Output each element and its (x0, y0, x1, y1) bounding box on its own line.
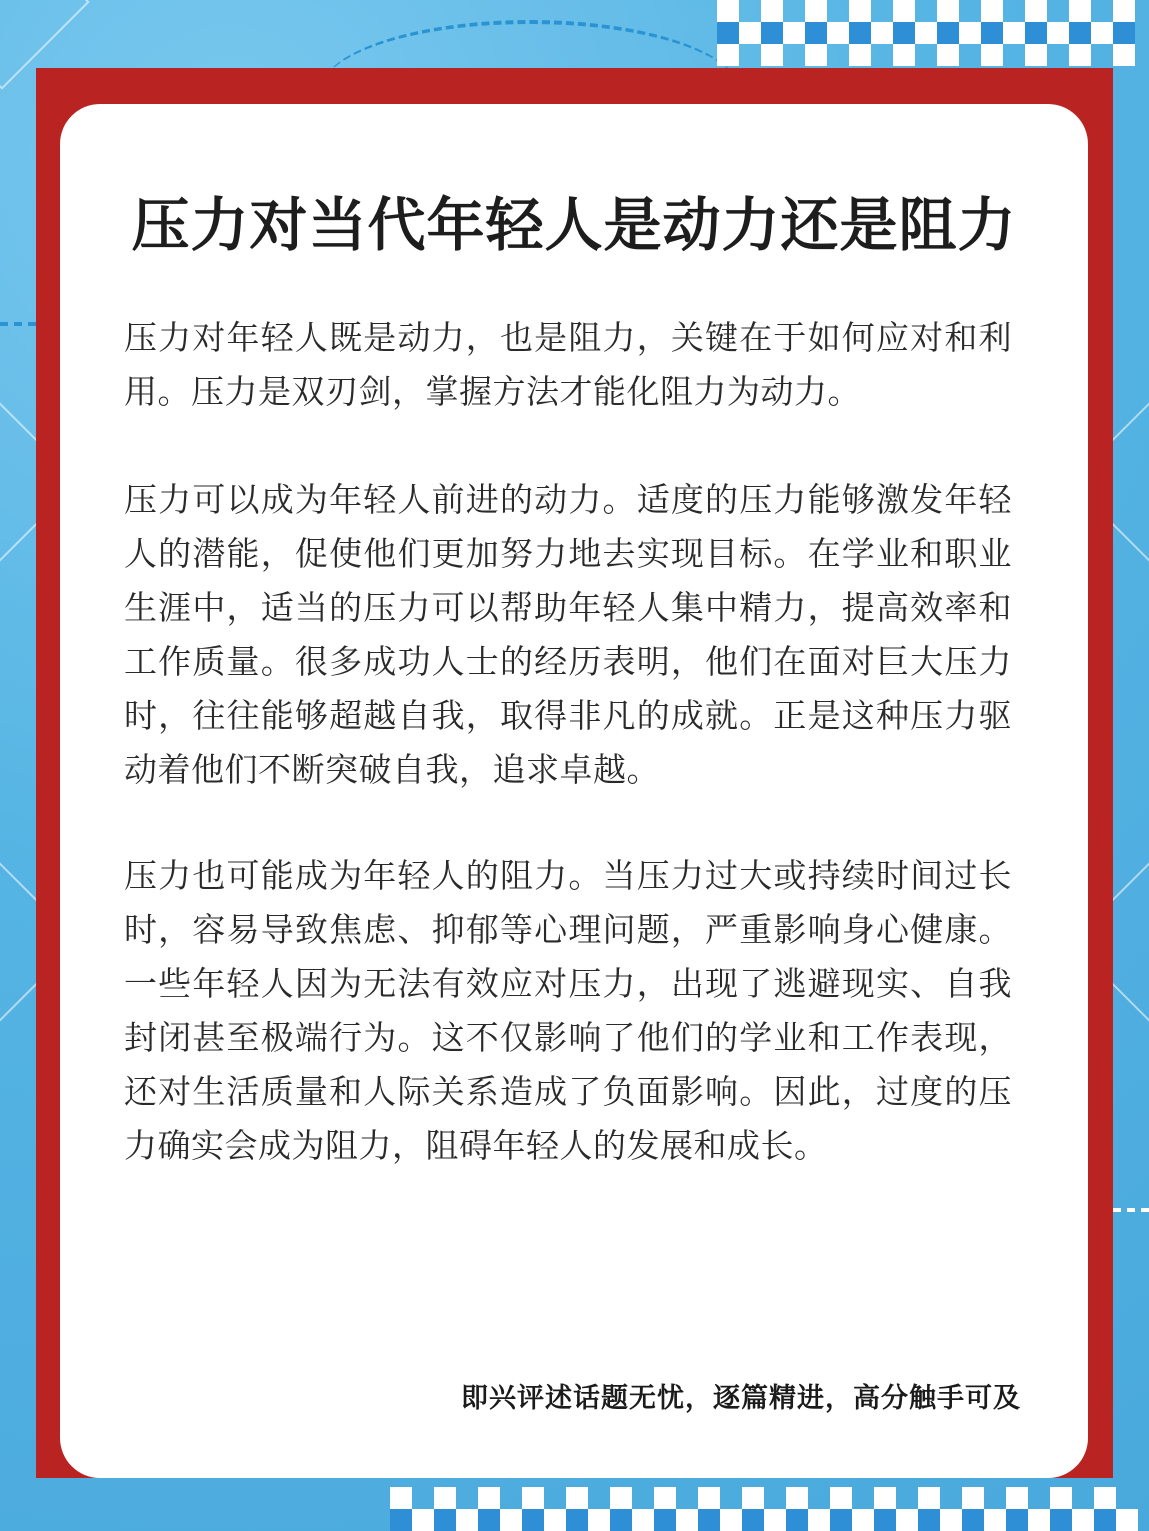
checker-cell (1047, 44, 1069, 66)
checker-cell (1050, 1487, 1072, 1509)
checker-cell (1025, 0, 1047, 22)
checker-cell (698, 1509, 720, 1531)
checker-cell (610, 1509, 632, 1531)
checker-cell (893, 22, 915, 44)
checker-cell (717, 22, 739, 44)
checker-cell (761, 0, 783, 22)
checker-cell (500, 1509, 522, 1531)
checker-cell (805, 44, 827, 66)
checker-cell (805, 0, 827, 22)
checker-cell (940, 1487, 962, 1509)
checker-cell (783, 44, 805, 66)
checker-cell (698, 1487, 720, 1509)
checker-cell (827, 0, 849, 22)
checker-cell (632, 1487, 654, 1509)
checker-cell (434, 1487, 456, 1509)
checker-cell (893, 44, 915, 66)
checker-cell (1028, 1509, 1050, 1531)
checker-cell (984, 1487, 1006, 1509)
checker-cell (1069, 44, 1091, 66)
checker-cell (1091, 0, 1113, 22)
checker-cell (827, 22, 849, 44)
checker-cell (981, 22, 1003, 44)
checker-cell (918, 1487, 940, 1509)
checker-cell (849, 0, 871, 22)
checker-cell (390, 1487, 412, 1509)
checker-cell (849, 44, 871, 66)
checker-cell (918, 1509, 940, 1531)
checker-cell (827, 44, 849, 66)
checker-cell (456, 1487, 478, 1509)
checker-cell (959, 44, 981, 66)
checker-cell (783, 0, 805, 22)
checker-cell (739, 0, 761, 22)
checker-cell (500, 1487, 522, 1509)
checker-cell (478, 1509, 500, 1531)
checker-cell (937, 44, 959, 66)
checker-cell (896, 1509, 918, 1531)
checker-cell (962, 1509, 984, 1531)
checker-cell (937, 22, 959, 44)
checker-cell (962, 1487, 984, 1509)
paragraph-motivation: 压力可以成为年轻人前进的动力。适度的压力能够激发年轻人的潜能，促使他们更加努力地去实现目标。在学业和职业生涯中，适当的压力可以帮助年轻人集中精力，提高效率和工作质量。很多成功人士的经历表明，他们在面对巨大压力时，往往能够超越自我，取得非凡的成就。正是这种压力驱动着他们不断突破自我，追求卓越。 (124, 480, 1012, 789)
checker-cell (1091, 22, 1113, 44)
checker-cell (1072, 1509, 1094, 1531)
checker-cell (764, 1509, 786, 1531)
checker-cell (1113, 22, 1135, 44)
checker-cell (654, 1509, 676, 1531)
paragraph-resistance: 压力也可能成为年轻人的阻力。当压力过大或持续时间过长时，容易导致焦虑、抑郁等心理问题，严重影响身心健康。一些年轻人因为无法有效应对压力，出现了逃避现实、自我封闭甚至极端行为。这不仅影响了他们的学业和工作表现，还对生活质量和人际关系造成了负面影响。因此，过度的压力确实会成为阻力，阻碍年轻人的发展和成长。 (124, 856, 1012, 1165)
checker-cell (786, 1509, 808, 1531)
checker-cell (632, 1509, 654, 1531)
checker-cell (522, 1509, 544, 1531)
checker-cell (852, 1509, 874, 1531)
checker-cell (808, 1487, 830, 1509)
checker-cell (739, 44, 761, 66)
checker-cell (764, 1487, 786, 1509)
checker-cell (761, 44, 783, 66)
checker-cell (588, 1487, 610, 1509)
checker-cell (871, 0, 893, 22)
checker-cell (981, 44, 1003, 66)
checker-cell (720, 1509, 742, 1531)
checker-cell (1028, 1487, 1050, 1509)
checker-cell (720, 1487, 742, 1509)
checker-cell (1094, 1509, 1116, 1531)
checker-cell (1006, 1487, 1028, 1509)
checker-cell (940, 1509, 962, 1531)
checker-cell (871, 22, 893, 44)
checker-cell (412, 1487, 434, 1509)
checker-cell (1047, 22, 1069, 44)
checker-cell (1069, 0, 1091, 22)
checker-cell (566, 1487, 588, 1509)
checker-cell (654, 1487, 676, 1509)
checker-cell (786, 1487, 808, 1509)
checker-cell (1091, 44, 1113, 66)
checker-cell (830, 1487, 852, 1509)
checker-cell (849, 22, 871, 44)
checker-cell (1003, 0, 1025, 22)
checker-cell (981, 0, 1003, 22)
checker-cell (761, 22, 783, 44)
checker-cell (874, 1487, 896, 1509)
checker-cell (1116, 1509, 1138, 1531)
checker-cell (808, 1509, 830, 1531)
checker-cell (522, 1487, 544, 1509)
checker-cell (1069, 22, 1091, 44)
checker-cell (434, 1509, 456, 1531)
checker-cell (915, 0, 937, 22)
checker-cell (830, 1509, 852, 1531)
checker-cell (610, 1487, 632, 1509)
checker-cell (478, 1487, 500, 1509)
checker-cell (1116, 1487, 1138, 1509)
checker-cell (1094, 1487, 1116, 1509)
checker-cell (1050, 1509, 1072, 1531)
dashed-line-decoration (1113, 1208, 1149, 1212)
checker-cell (588, 1509, 610, 1531)
checker-cell (783, 22, 805, 44)
checker-cell (412, 1509, 434, 1531)
checker-cell (742, 1487, 764, 1509)
checker-pattern-bottom (390, 1487, 1138, 1531)
checker-cell (874, 1509, 896, 1531)
checker-cell (1047, 0, 1069, 22)
checker-cell (915, 44, 937, 66)
checker-cell (456, 1509, 478, 1531)
checker-cell (959, 0, 981, 22)
checker-cell (717, 0, 739, 22)
paragraph-intro: 压力对年轻人既是动力，也是阻力，关键在于如何应对和利用。压力是双刃剑，掌握方法才能化阻力为动力。 (124, 318, 1012, 411)
checker-cell (1072, 1487, 1094, 1509)
checker-cell (937, 0, 959, 22)
page-title: 压力对当代年轻人是动力还是阻力 (131, 191, 1017, 259)
checker-cell (717, 44, 739, 66)
checker-cell (871, 44, 893, 66)
dashed-line-decoration (0, 322, 36, 326)
checker-cell (1025, 22, 1047, 44)
checker-cell (566, 1509, 588, 1531)
checker-cell (805, 22, 827, 44)
checker-cell (1025, 44, 1047, 66)
checker-cell (390, 1509, 412, 1531)
checker-cell (742, 1509, 764, 1531)
checker-cell (739, 22, 761, 44)
checker-cell (1003, 44, 1025, 66)
checker-cell (676, 1509, 698, 1531)
checker-cell (1113, 0, 1135, 22)
checker-cell (984, 1509, 1006, 1531)
checker-cell (544, 1487, 566, 1509)
checker-cell (1113, 44, 1135, 66)
checker-cell (1003, 22, 1025, 44)
checker-cell (544, 1509, 566, 1531)
checker-cell (896, 1487, 918, 1509)
checker-cell (676, 1487, 698, 1509)
checker-cell (915, 22, 937, 44)
checker-cell (1006, 1509, 1028, 1531)
checker-cell (959, 22, 981, 44)
checker-cell (893, 0, 915, 22)
footer-slogan: 即兴评述话题无忧，逐篇精进，高分触手可及 (461, 1383, 1021, 1414)
checker-cell (852, 1487, 874, 1509)
checker-pattern-top (717, 0, 1135, 66)
